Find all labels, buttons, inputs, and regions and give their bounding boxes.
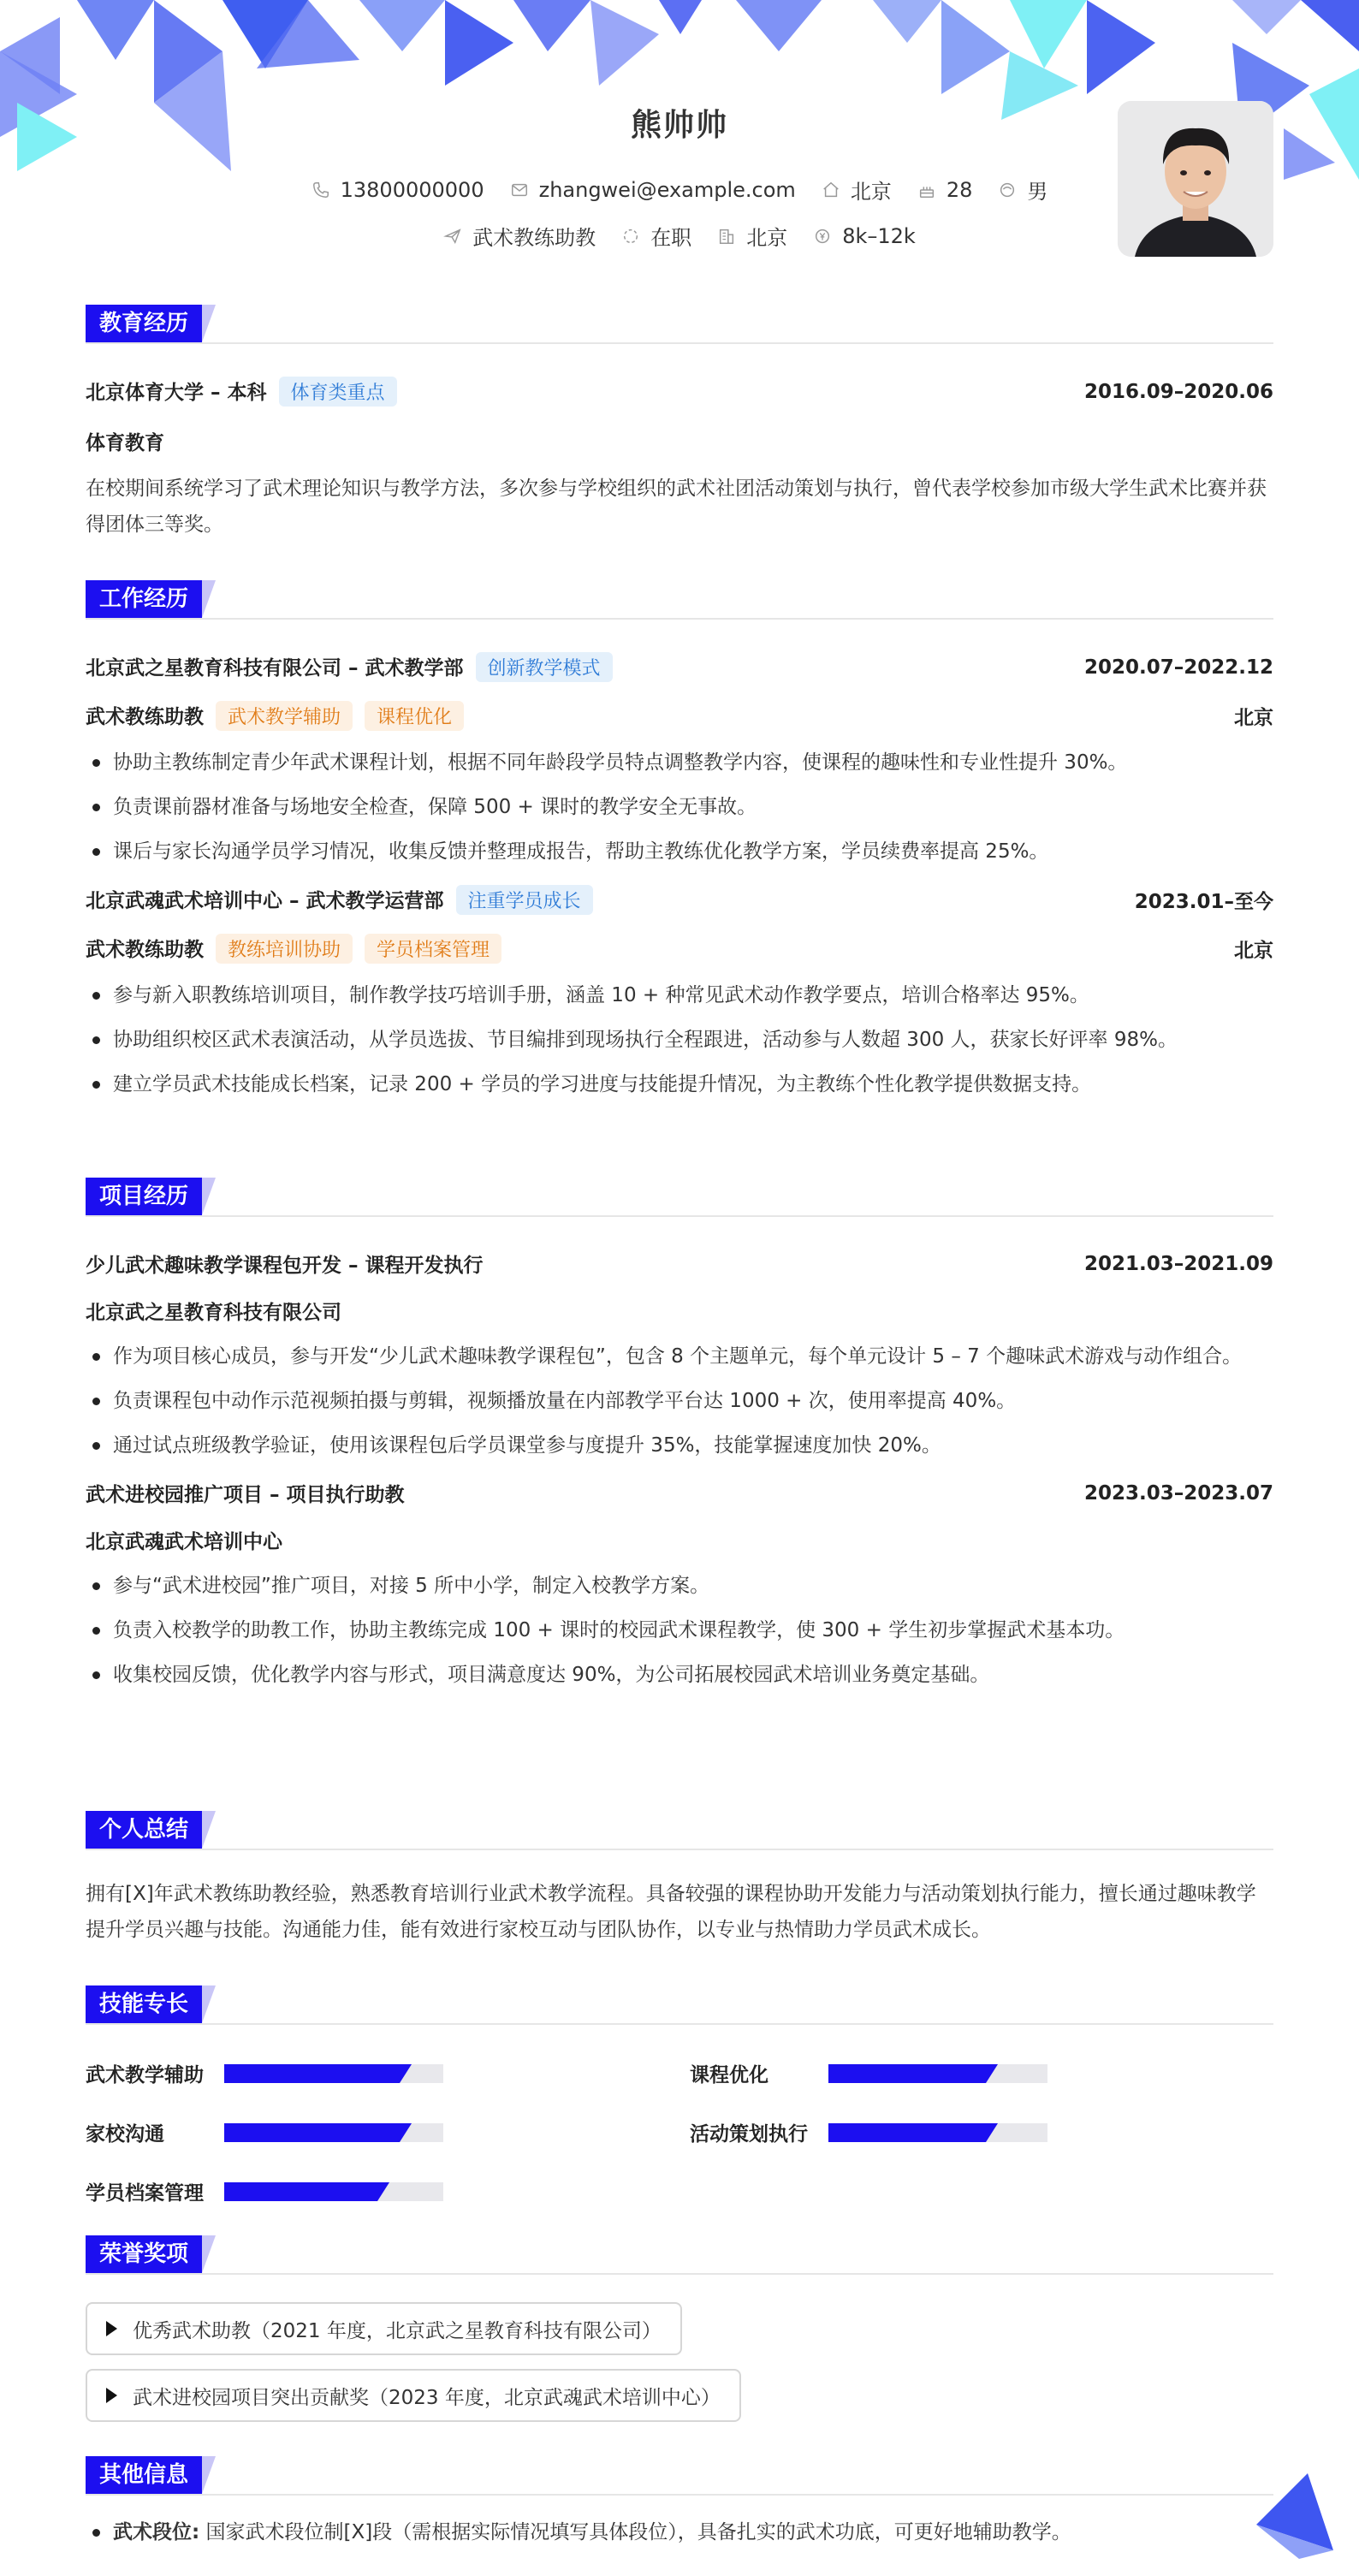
skill-name: 学员档案管理 [86, 2182, 204, 2205]
school-tag: 体育类重点 [279, 377, 397, 407]
list-item: 协助主教练制定青少年武术课程计划，根据不同年龄段学员特点调整教学内容，使课程的趣味性和专业性提升 30%。 [86, 745, 1273, 781]
email-text: zhangwei@example.com [538, 177, 796, 202]
list-item [86, 2514, 1273, 2550]
list-item: 协助组织校区武术表演活动，从学员选拔、节目编排到现场执行全程跟进，活动参与人数超 300 人，获家长好评率 98%。 [86, 1022, 1273, 1058]
project-name: 少儿武术趣味教学课程包开发 – 课程开发执行 [86, 1255, 484, 1277]
work-header [86, 580, 1273, 620]
other-header [86, 2456, 1273, 2496]
skill-bar [224, 2064, 443, 2083]
company-name: 北京武魂武术培训中心 – 武术教学运营部 [86, 890, 444, 912]
summary-section [86, 1811, 1273, 1948]
job-location: 北京 [1234, 940, 1273, 962]
project-org-line [86, 1297, 1273, 1325]
skill-name: 活动策划执行 [690, 2123, 808, 2146]
company-block [86, 885, 593, 915]
position-text: 武术教练助教 [472, 226, 596, 250]
other-section [86, 2456, 1273, 2559]
project-bullets [86, 1568, 1273, 1693]
education-header [86, 305, 1273, 344]
projects-header [86, 1178, 1273, 1217]
status-icon [621, 227, 640, 246]
skill-bar-fill [224, 2064, 400, 2083]
company-block [86, 652, 613, 682]
award-wrap [86, 2369, 1273, 2436]
company-tag: 创新教学模式 [476, 652, 613, 682]
section-title: 项目经历 [86, 1178, 202, 1215]
status-text: 在职 [650, 226, 692, 250]
job-bullets [86, 745, 1273, 870]
age-icon [917, 181, 936, 199]
list-item: 参与新入职教练培训项目，制作教学技巧培训手册，涵盖 10 + 种常见武术动作教学要点，培训合格率达 95%。 [86, 977, 1273, 1013]
award-text: 武术进校园项目突出贡献奖（2023 年度，北京武魂武术培训中心） [133, 2386, 721, 2409]
job-intent-row [86, 221, 1273, 251]
skills-grid [86, 2059, 1273, 2205]
job-entry [86, 652, 1273, 870]
project-date: 2021.03–2021.09 [1083, 1252, 1273, 1275]
school-name: 北京体育大学 – 本科 [86, 382, 267, 404]
role-line [86, 934, 1273, 964]
role-block [86, 934, 501, 964]
home-icon [822, 181, 840, 199]
phone-text: 13800000000 [340, 177, 484, 202]
section-title: 技能专长 [86, 1985, 202, 2023]
awards-section [86, 2235, 1273, 2436]
project-entry [86, 1249, 1273, 1463]
skill-bar [224, 2182, 443, 2201]
section-title: 荣誉奖项 [86, 2235, 202, 2273]
list-item: 作为项目核心成员，参与开发“少儿武术趣味教学课程包”，包含 8 个主题单元，每个单元设计 5 – 7 个趣味武术游戏与动作组合。 [86, 1338, 1273, 1374]
send-icon [443, 227, 462, 246]
other-list [86, 2514, 1273, 2550]
gender-icon [998, 181, 1017, 199]
status-item [621, 221, 691, 251]
projects-section [86, 1178, 1273, 1701]
expand-arrow-icon [106, 2388, 117, 2403]
list-item: 收集校园反馈，优化教学内容与形式，项目满意度达 90%，为公司拓展校园武术培训业务奠定基础。 [86, 1657, 1273, 1693]
education-line [86, 377, 1273, 407]
work-section [86, 580, 1273, 1111]
major: 体育教育 [86, 432, 164, 454]
other-label: 武术段位: [113, 2521, 200, 2543]
gender-item [998, 175, 1047, 205]
company-line [86, 885, 1273, 915]
skill-bar [828, 2064, 1047, 2083]
role-tag: 教练培训协助 [216, 934, 353, 964]
role-tag: 学员档案管理 [365, 934, 501, 964]
salary-icon [813, 227, 832, 246]
list-item: 参与“武术进校园”推广项目，对接 5 所中小学，制定入校教学方案。 [86, 1568, 1273, 1604]
email-item [510, 178, 796, 202]
project-line [86, 1249, 1273, 1278]
city-item [822, 175, 892, 205]
list-item: 建立学员武术技能成长档案，记录 200 + 学员的学习进度与技能提升情况，为主教练个性化教学提供数据支持。 [86, 1066, 1273, 1102]
skill-bar-fill [224, 2182, 377, 2201]
role-name: 武术教练助教 [86, 706, 204, 728]
age-text: 28 [946, 177, 973, 202]
summary-text: 拥有[X]年武术教练助教经验，熟悉教育培训行业武术教学流程。具备较强的课程协助开发能力与活动策划执行能力，擅长通过趣味教学提升学员兴趣与技能。沟通能力佳，能有效进行家校互动与团队协作，以专业与热情助力学员武术成长。 [86, 1883, 1256, 1941]
list-item: 负责入校教学的助教工作，协助主教练完成 100 + 课时的校园武术课程教学，使 300 + 学生初步掌握武术基本功。 [86, 1612, 1273, 1648]
role-name: 武术教练助教 [86, 939, 204, 961]
section-title: 教育经历 [86, 305, 202, 342]
contact-row [86, 175, 1273, 205]
mail-icon [510, 181, 529, 199]
skill-item [690, 2059, 1273, 2087]
section-title: 个人总结 [86, 1811, 202, 1849]
project-name: 武术进校园推广项目 – 项目执行助教 [86, 1484, 405, 1506]
award-wrap [86, 2302, 1273, 2369]
company-line [86, 652, 1273, 682]
skill-name: 武术教学辅助 [86, 2064, 204, 2086]
project-org: 北京武之星教育科技有限公司 [86, 1302, 341, 1324]
job-date: 2023.01–至今 [1134, 891, 1273, 913]
candidate-name: 熊帅帅 [630, 108, 728, 143]
role-tag: 武术教学辅助 [216, 701, 353, 731]
expand-arrow-icon [106, 2321, 117, 2336]
skill-item [690, 2118, 1273, 2146]
city-text: 北京 [850, 180, 892, 204]
skill-bar [828, 2123, 1047, 2142]
job-date: 2020.07–2022.12 [1083, 656, 1273, 679]
phone-icon [312, 181, 330, 199]
other-text: 国家武术段位制[X]段（需根据实际情况填写具体段位），具备扎实的武术功底，可更好地辅助教学。 [205, 2521, 1071, 2543]
awards-header [86, 2235, 1273, 2275]
work-city-text: 北京 [746, 226, 788, 250]
section-title: 其他信息 [86, 2456, 202, 2494]
salary-item [813, 224, 916, 248]
major-line [86, 427, 1273, 455]
salary-text: 8k–12k [842, 223, 916, 248]
project-line [86, 1479, 1273, 1507]
skill-item [86, 2177, 690, 2205]
project-entry [86, 1479, 1273, 1693]
awards-list [86, 2302, 1273, 2436]
list-item: 负责课程包中动作示范视频拍摄与剪辑，视频播放量在内部教学平台达 1000 + 次，使用率提高 40%。 [86, 1383, 1273, 1419]
position-item [443, 221, 596, 251]
gender-text: 男 [1027, 180, 1048, 204]
role-tag: 课程优化 [365, 701, 464, 731]
project-org-line [86, 1526, 1273, 1554]
school-block [86, 377, 397, 407]
work-city-item [717, 221, 787, 251]
job-entry [86, 885, 1273, 1102]
building-icon [717, 227, 736, 246]
education-date: 2016.09–2020.06 [1083, 380, 1273, 403]
job-bullets [86, 977, 1273, 1102]
skill-name: 家校沟通 [86, 2123, 164, 2146]
list-item: 负责课前器材准备与场地安全检查，保障 500 + 课时的教学安全无事故。 [86, 789, 1273, 825]
summary-header [86, 1811, 1273, 1850]
skills-section [86, 1985, 1273, 2205]
list-item: 通过试点班级教学验证，使用该课程包后学员课堂参与度提升 35%，技能掌握速度加快 20%。 [86, 1427, 1273, 1463]
job-location: 北京 [1234, 707, 1273, 729]
award-item[interactable] [86, 2369, 741, 2422]
skill-item [86, 2118, 690, 2146]
skill-bar-fill [828, 2123, 986, 2142]
skill-bar [224, 2123, 443, 2142]
age-item [917, 178, 973, 202]
role-block [86, 701, 464, 731]
skill-item [86, 2059, 690, 2087]
project-date: 2023.03–2023.07 [1083, 1481, 1273, 1505]
skills-header [86, 1985, 1273, 2025]
role-line [86, 701, 1273, 731]
company-tag: 注重学员成长 [456, 885, 593, 915]
profile-photo [1118, 101, 1273, 257]
phone-item [312, 178, 484, 202]
skill-bar-fill [224, 2123, 400, 2142]
project-org: 北京武魂武术培训中心 [86, 1531, 282, 1553]
skill-name: 课程优化 [690, 2064, 769, 2086]
skill-bar-fill [828, 2064, 986, 2083]
list-item: 课后与家长沟通学员学习情况，收集反馈并整理成报告，帮助主教练优化教学方案，学员续费率提高 25%。 [86, 834, 1273, 870]
avatar [1118, 101, 1273, 257]
education-desc: 在校期间系统学习了武术理论知识与教学方法，多次参与学校组织的武术社团活动策划与执行，曾代表学校参加市级大学生武术比赛并获得团体三等奖。 [86, 478, 1267, 536]
award-item[interactable] [86, 2302, 682, 2355]
section-title: 工作经历 [86, 580, 202, 618]
education-section [86, 305, 1273, 543]
award-text: 优秀武术助教（2021 年度，北京武之星教育科技有限公司） [133, 2319, 662, 2342]
company-name: 北京武之星教育科技有限公司 – 武术教学部 [86, 657, 464, 680]
project-bullets [86, 1338, 1273, 1463]
